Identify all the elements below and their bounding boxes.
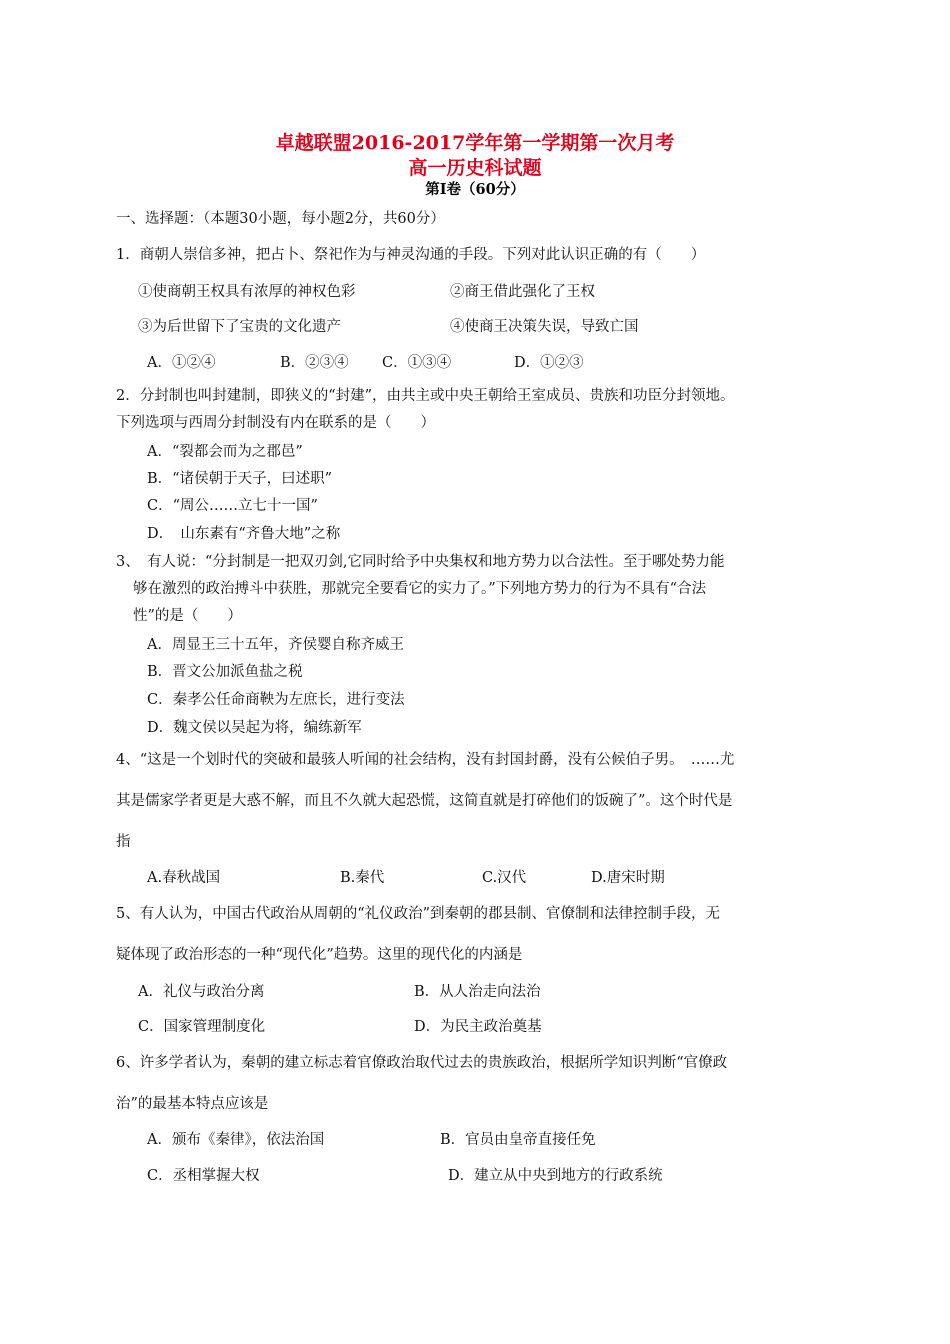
q5-option-b: B．从人治走向法治	[414, 984, 541, 1000]
q5-option-d: D．为民主政治奠基	[414, 1019, 542, 1035]
section-heading: 一、选择题：（本题30小题，每小题2分，共60分）	[116, 211, 445, 227]
q3-option-c: C．秦孝公任命商鞅为左庶长，进行变法	[147, 692, 405, 708]
q1-option-d: D．①②③	[514, 355, 584, 371]
q6-option-c: C．丞相掌握大权	[147, 1168, 260, 1184]
q6-option-d: D．建立从中央到地方的行政系统	[448, 1168, 663, 1184]
q6-stem-line1: 6、许多学者认为，秦朝的建立标志着官僚政治取代过去的贵族政治，根据所学知识判断“官僚政	[116, 1055, 728, 1071]
q4-option-a: A.春秋战国	[147, 870, 221, 886]
q5-stem-line1: 5、有人认为，中国古代政治从周朝的“礼仪政治”到秦朝的郡县制、官僚制和法律控制手段，无	[116, 906, 721, 922]
q6-option-b: B．官员由皇帝直接任免	[440, 1132, 596, 1148]
q4-stem-line2: 其是儒家学者更是大惑不解，而且不久就大起恐慌，这简直就是打碎他们的饭碗了”。这个时代是	[116, 793, 733, 809]
q1-option-b: B．②③④	[280, 355, 349, 371]
q4-stem-line1: 4、“这是一个划时代的突破和最骇人听闻的社会结构，没有封国封爵，没有公候伯子男。 ……尤	[116, 752, 735, 768]
q1-stem: 1．商朝人崇信多神，把占卜、祭祀作为与神灵沟通的手段。下列对此认识正确的有（ ）	[116, 247, 706, 263]
q2-stem-line2: 下列选项与西周分封制没有内在联系的是（ ）	[116, 415, 435, 431]
q1-statement-3: ③为后世留下了宝贵的文化遗产	[138, 319, 341, 335]
q1-statement-1: ①使商朝王权具有浓厚的神权色彩	[138, 284, 356, 300]
q5-option-c: C．国家管理制度化	[138, 1019, 266, 1035]
q2-option-b: B．“诸侯朝于天子，曰述职”	[147, 471, 332, 487]
q1-statement-2: ②商王借此强化了王权	[450, 284, 595, 300]
exam-title: 卓越联盟2016-2017学年第一学期第一次月考	[275, 132, 675, 154]
q3-option-b: B．晋文公加派鱼盐之税	[147, 664, 303, 680]
q1-option-c: C．①③④	[382, 355, 452, 371]
q3-option-a: A．周显王三十五年，齐侯婴自称齐威王	[147, 637, 404, 653]
q4-option-b: B.秦代	[340, 870, 385, 886]
volume-heading: 第Ⅰ卷（60分）	[425, 181, 525, 198]
q1-option-a: A．①②④	[147, 355, 216, 371]
q6-stem-line2: 治”的最基本特点应该是	[116, 1096, 269, 1112]
q2-stem-line1: 2．分封制也叫封建制，即狭义的“封建”，由共主或中央王朝给王室成员、贵族和功臣分封领地。	[116, 388, 735, 404]
exam-subtitle: 高一历史科试题	[408, 157, 542, 179]
q3-stem-line2: 够在激烈的政治搏斗中获胜，那就完全要看它的实力了。”下列地方势力的行为不具有“合法	[133, 581, 707, 597]
q5-option-a: A．礼仪与政治分离	[138, 984, 265, 1000]
q3-stem-line1: 3、 有人说：“分封制是一把双刃剑,它同时给予中央集权和地方势力以合法性。至于哪处势力能	[116, 554, 725, 570]
q2-option-d: D． 山东素有“齐鲁大地”之称	[147, 526, 341, 542]
q4-stem-line3: 指	[116, 834, 131, 850]
q2-option-c: C．“周公……立七十一国”	[147, 498, 318, 514]
q2-option-a: A．“裂都会而为之郡邑”	[147, 444, 303, 460]
q5-stem-line2: 疑体现了政治形态的一种“现代化”趋势。这里的现代化的内涵是	[116, 947, 523, 963]
q1-statement-4: ④使商王决策失误，导致亡国	[450, 319, 639, 335]
q3-option-d: D．魏文侯以吴起为将，编练新军	[147, 720, 362, 736]
q4-option-c: C.汉代	[482, 870, 527, 886]
q3-stem-line3: 性”的是（ ）	[133, 608, 242, 624]
q4-option-d: D.唐宋时期	[591, 870, 665, 886]
q6-option-a: A．颁布《秦律》，依法治国	[147, 1132, 325, 1148]
